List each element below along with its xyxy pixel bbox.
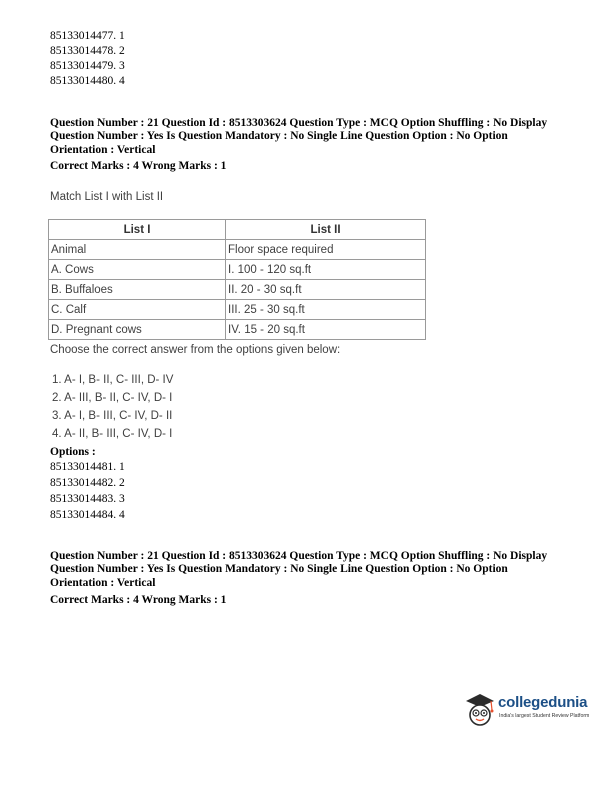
prev-option-2: 85133014478. 2 (50, 45, 125, 57)
graduate-mascot-icon (463, 690, 497, 730)
prev-option-4: 85133014480. 4 (50, 75, 125, 87)
question-meta (50, 550, 590, 590)
question-prompt: Match List I with List II (50, 191, 164, 203)
table-row (49, 240, 426, 260)
options-label: Options : (50, 446, 96, 458)
table-cell: II. 20 - 30 sq.ft (226, 280, 426, 300)
answer-choice: 4. A- II, B- III, C- IV, D- I (52, 428, 173, 440)
logo-tagline: India's largest Student Review Platform (499, 713, 590, 719)
table-cell: C. Calf (49, 300, 226, 320)
question-meta-line: Question Number : 21 Question Id : 8513303624 Question Type : MCQ Option Shuffling : No Display (50, 550, 548, 562)
answer-choice: 3. A- I, B- III, C- IV, D- II (52, 410, 173, 422)
prev-option-3: 85133014479. 3 (50, 60, 125, 72)
option-item: 85133014484. 4 (50, 509, 125, 521)
table-row (49, 300, 426, 320)
match-table (48, 219, 426, 340)
table-cell: III. 25 - 30 sq.ft (226, 300, 426, 320)
question-meta-line: Question Number : Yes Is Question Mandatory : No Single Line Question Option : No Option (50, 130, 508, 143)
answer-choice: 1. A- I, B- II, C- III, D- IV (52, 374, 174, 386)
table-cell: D. Pregnant cows (49, 320, 226, 340)
table-cell: Floor space required (226, 240, 426, 260)
option-item: 85133014482. 2 (50, 477, 125, 489)
option-item: 85133014483. 3 (50, 493, 125, 505)
prev-option-1: 85133014477. 1 (50, 30, 125, 42)
table-header: List I (49, 220, 226, 240)
table-cell: A. Cows (49, 260, 226, 280)
table-row (49, 280, 426, 300)
table-cell: I. 100 - 120 sq.ft (226, 260, 426, 280)
answer-choice: 2. A- III, B- II, C- IV, D- I (52, 392, 173, 404)
question-meta-line: Orientation : Vertical (50, 143, 156, 156)
question-meta (50, 117, 590, 157)
option-item: 85133014481. 1 (50, 461, 125, 473)
question-meta-line: Orientation : Vertical (50, 576, 156, 589)
logo-wordmark: collegedunia (498, 694, 588, 711)
table-cell: B. Buffaloes (49, 280, 226, 300)
question-marks: Correct Marks : 4 Wrong Marks : 1 (50, 160, 227, 172)
question-instruction: Choose the correct answer from the options given below: (50, 344, 341, 356)
table-row (49, 260, 426, 280)
table-cell: Animal (49, 240, 226, 260)
table-header-row (49, 220, 426, 240)
question-marks: Correct Marks : 4 Wrong Marks : 1 (50, 594, 227, 606)
table-row (49, 320, 426, 340)
collegedunia-logo (463, 690, 595, 730)
table-cell: IV. 15 - 20 sq.ft (226, 320, 426, 340)
table-header: List II (226, 220, 426, 240)
question-meta-line: Question Number : 21 Question Id : 8513303624 Question Type : MCQ Option Shuffling : No Display (50, 117, 548, 129)
question-meta-line: Question Number : Yes Is Question Mandatory : No Single Line Question Option : No Option (50, 563, 508, 576)
